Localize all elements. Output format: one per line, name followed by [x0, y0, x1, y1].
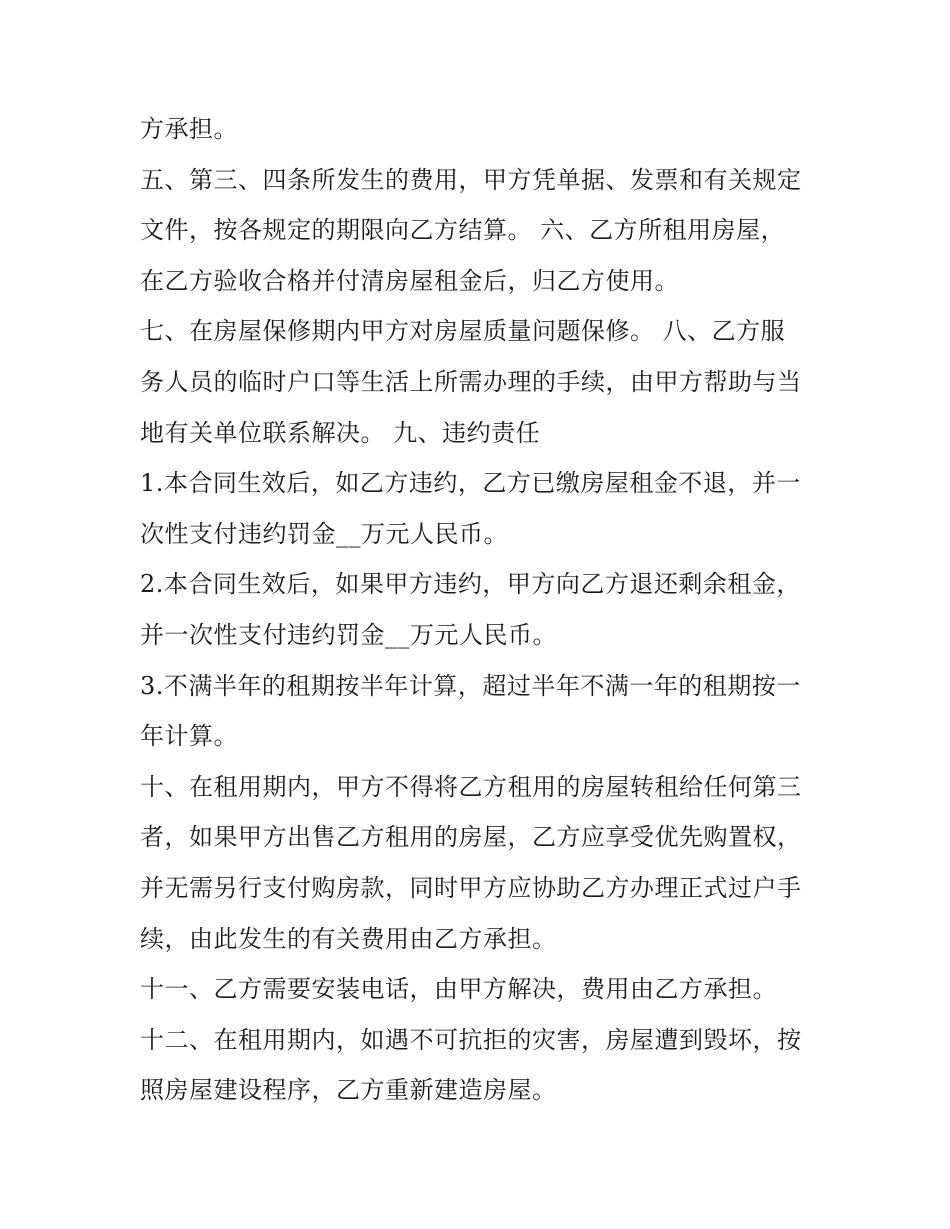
text-line: 十一、乙方需要安装电话，由甲方解决，费用由乙方承担。	[140, 975, 777, 1004]
text-line: 并无需另行支付购房款，同时甲方应协助乙方办理正式过户手	[140, 873, 802, 902]
text-line: 并一次性支付违约罚金__万元人民币。	[140, 620, 557, 649]
text-line: 者，如果甲方出售乙方租用的房屋，乙方应享受优先购置权，	[140, 823, 802, 852]
text-line: 七、在房屋保修期内甲方对房屋质量问题保修。 八、乙方服	[140, 317, 786, 346]
text-line: 在乙方验收合格并付清房屋租金后，归乙方使用。	[140, 266, 679, 295]
text-line: 次性支付违约罚金__万元人民币。	[140, 519, 508, 548]
text-line: 年计算。	[140, 722, 238, 751]
text-line: 方承担。	[140, 115, 238, 143]
text-line: 续，由此发生的有关费用由乙方承担。	[140, 924, 557, 953]
text-line: 1.本合同生效后，如乙方违约，乙方已缴房屋租金不退，并一	[140, 469, 801, 498]
text-line: 十二、在租用期内，如遇不可抗拒的灾害，房屋遭到毁坏，按	[140, 1025, 802, 1054]
text-line: 2.本合同生效后，如果甲方违约，甲方向乙方退还剩余租金，	[140, 570, 801, 599]
text-line: 3.不满半年的租期按半年计算，超过半年不满一年的租期按一	[140, 671, 801, 700]
text-line: 照房屋建设程序，乙方重新建造房屋。	[140, 1076, 557, 1105]
text-line: 务人员的临时户口等生活上所需办理的手续，由甲方帮助与当	[140, 367, 802, 396]
text-line: 十、在租用期内，甲方不得将乙方租用的房屋转租给任何第三	[140, 772, 802, 801]
document-body	[140, 104, 820, 1116]
text-line: 五、第三、四条所发生的费用，甲方凭单据、发票和有关规定	[140, 165, 802, 194]
text-line: 地有关单位联系解决。 九、违约责任	[140, 418, 541, 447]
text-line: 文件，按各规定的期限向乙方结算。 六、乙方所租用房屋，	[140, 216, 786, 245]
